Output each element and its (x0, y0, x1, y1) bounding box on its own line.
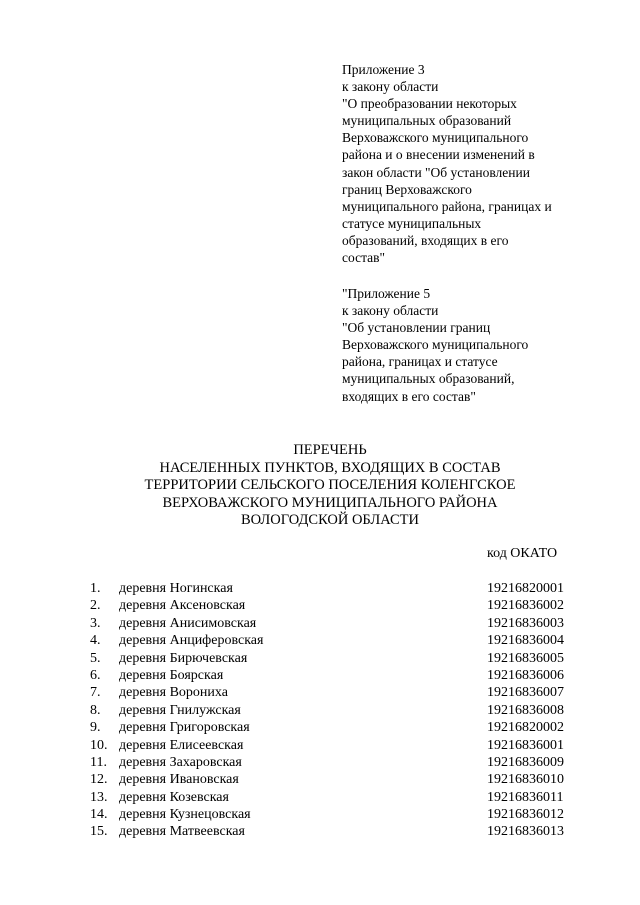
settlement-name: деревня Анциферовская (119, 633, 264, 649)
list-item (0, 823, 640, 840)
settlement-name: деревня Ивановская (119, 772, 239, 788)
settlement-name: деревня Аксеновская (119, 598, 246, 614)
list-item-number: 6. (90, 667, 101, 683)
list-item-number: 5. (90, 650, 101, 666)
settlement-name: деревня Захаровская (119, 754, 242, 770)
list-item-number: 13. (90, 789, 108, 805)
okato-code: 19216836007 (487, 685, 564, 701)
list-item-number: 4. (90, 633, 101, 649)
title-line-3: ТЕРРИТОРИИ СЕЛЬСКОГО ПОСЕЛЕНИЯ КОЛЕНГСКОЕ (144, 477, 516, 493)
okato-code: 19216836011 (487, 789, 564, 805)
settlement-list (0, 580, 640, 841)
title-line-1: ПЕРЕЧЕНЬ (293, 442, 367, 458)
settlement-name: деревня Елисеевская (119, 737, 244, 753)
settlement-name: деревня Козевская (119, 789, 229, 805)
list-item (0, 754, 640, 771)
okato-code: 19216836012 (487, 807, 564, 823)
settlement-name: деревня Ногинская (119, 581, 233, 596)
list-item-number: 15. (90, 824, 108, 840)
list-item (0, 771, 640, 788)
okato-code: 19216820002 (487, 720, 564, 736)
list-item (0, 650, 640, 667)
list-item (0, 702, 640, 719)
appendix-5-header: "Приложение 5 к закону области "Об установлении границ Верховажского муниципального района, границах и статусе муниципальных образований, входящих в его состав" (342, 286, 529, 404)
appendix-3-header: Приложение 3 к закону области "О преобразовании некоторых муниципальных образований Верховажского муниципального района и о внесении изменений в закон области "Об установлении границ Верховажского муниципального района, границах и статусе муниципальных образований, входящих в его состав" (342, 62, 552, 266)
list-item-number: 11. (90, 754, 107, 770)
document-title (100, 442, 560, 530)
settlement-name: деревня Григоровская (119, 720, 250, 736)
okato-code: 19216820001 (487, 581, 564, 596)
okato-code: 19216836006 (487, 667, 564, 683)
okato-code: 19216836010 (487, 772, 564, 788)
settlement-name: деревня Боярская (119, 667, 224, 683)
list-item-number: 9. (90, 720, 101, 736)
settlement-name: деревня Ворониха (119, 685, 228, 701)
list-item (0, 737, 640, 754)
settlement-name: деревня Анисимовская (119, 615, 257, 631)
title-line-5: ВОЛОГОДСКОЙ ОБЛАСТИ (241, 512, 419, 528)
settlement-name: деревня Бирючевская (119, 650, 248, 666)
title-line-4: ВЕРХОВАЖСКОГО МУНИЦИПАЛЬНОГО РАЙОНА (162, 494, 498, 511)
okato-code: 19216836003 (487, 615, 564, 631)
okato-code: 19216836001 (487, 737, 564, 753)
settlement-name: деревня Кузнецовская (119, 807, 251, 823)
list-item-number: 10. (90, 737, 108, 753)
list-item (0, 806, 640, 823)
settlement-name: деревня Гнилужская (119, 702, 241, 718)
okato-code: 19216836008 (487, 702, 564, 718)
list-item-number: 2. (90, 598, 101, 614)
list-item-number: 14. (90, 807, 108, 823)
okato-code: 19216836005 (487, 650, 564, 666)
okato-code: 19216836002 (487, 598, 564, 614)
settlement-name: деревня Матвеевская (119, 824, 245, 840)
title-line-2: НАСЕЛЕННЫХ ПУНКТОВ, ВХОДЯЩИХ В СОСТАВ (159, 459, 501, 476)
list-item-number: 1. (90, 581, 101, 596)
list-item (0, 580, 640, 597)
list-item (0, 632, 640, 649)
list-item-number: 3. (90, 615, 101, 631)
list-item (0, 667, 640, 684)
okato-code: 19216836009 (487, 754, 564, 770)
list-item (0, 597, 640, 614)
list-item (0, 684, 640, 701)
list-item-number: 8. (90, 702, 101, 718)
list-item (0, 789, 640, 806)
list-item-number: 12. (90, 772, 108, 788)
list-item (0, 719, 640, 736)
okato-code: 19216836004 (487, 633, 564, 649)
list-item-number: 7. (90, 685, 101, 701)
list-item (0, 615, 640, 632)
okato-column-header: код ОКАТО (487, 546, 558, 561)
okato-code: 19216836013 (487, 824, 564, 840)
